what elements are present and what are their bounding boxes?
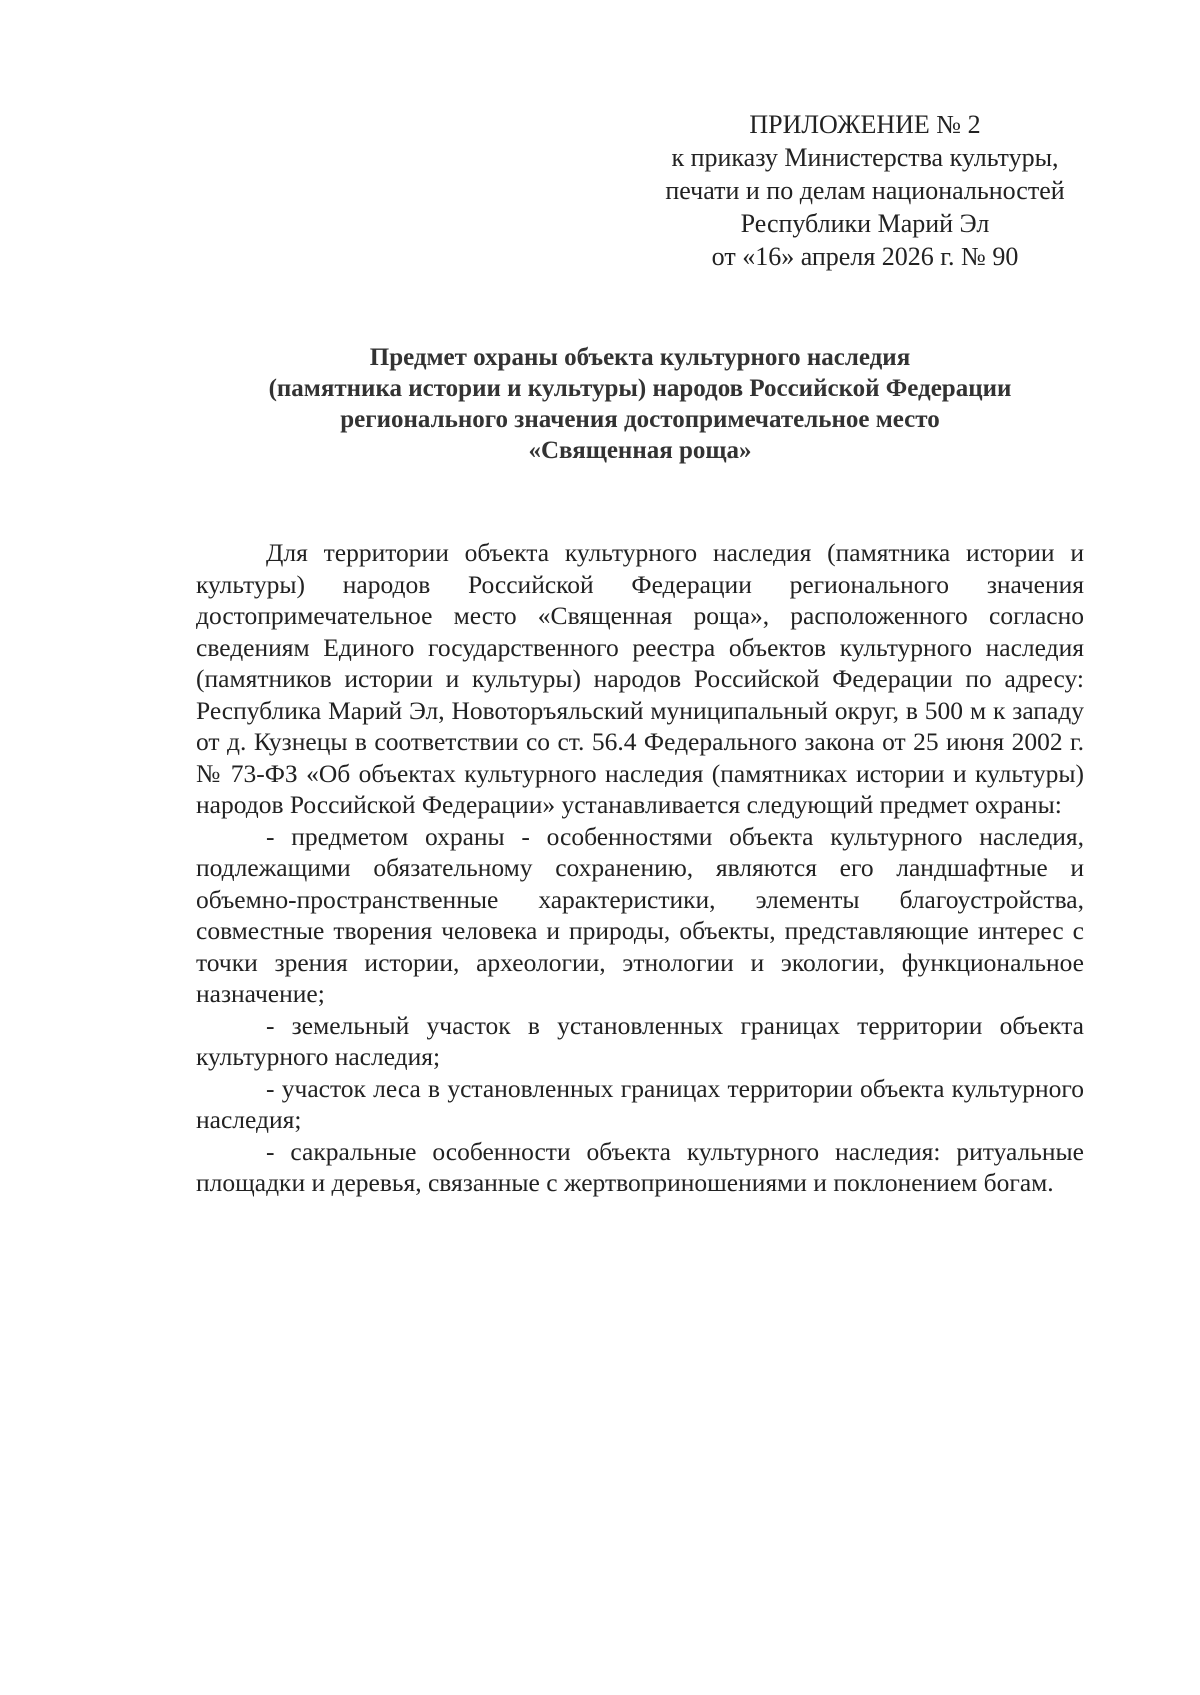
- title-line-1: Предмет охраны объекта культурного наследия: [369, 344, 911, 371]
- appendix-header: [640, 108, 1090, 273]
- document-body: [196, 537, 1084, 1199]
- appendix-ministry: печати и по делам национальностей: [665, 176, 1065, 205]
- body-list-item-2: - земельный участок в установленных границах территории объекта культурного наследия;: [196, 1010, 1084, 1071]
- body-list-item-3: - участок леса в установленных границах территории объекта культурного наследия;: [196, 1073, 1084, 1134]
- appendix-republic: Республики Марий Эл: [740, 209, 990, 238]
- appendix-date-number: от «16» апреля 2026 г. № 90: [711, 242, 1019, 271]
- appendix-order-ref: к приказу Министерства культуры,: [671, 143, 1059, 172]
- title-line-2: (памятника истории и культуры) народов Российской Федерации: [268, 375, 1012, 402]
- document-title: [150, 342, 1130, 466]
- body-paragraph-main: Для территории объекта культурного наследия (памятника истории и культуры) народов Российской Федерации регионального значения достопримечательное место «Священная роща», расположенного согласно сведениям Единого государственного реестра объектов культурного наследия (памятников истории и культуры) народов Российской Федерации по адресу: Республика Марий Эл, Новоторъяльский муниципальный округ, в 500 м к западу от д. Кузнецы в соответствии со ст. 56.4 Федерального закона от 25 июня 2002 г. № 73-ФЗ «Об объектах культурного наследия (памятниках истории и культуры) народов Российской Федерации» устанавливается следующий предмет охраны:: [196, 538, 1084, 819]
- title-line-3: регионального значения достопримечательное место: [340, 406, 940, 433]
- body-list-item-1: - предметом охраны - особенностями объекта культурного наследия, подлежащими обязательному сохранению, являются его ландшафтные и объемно-пространственные характеристики, элементы благоустройства, совместные творения человека и природы, объекты, представляющие интерес с точки зрения истории, археологии, этнологии и экологии, функциональное назначение;: [196, 821, 1084, 1008]
- body-list-item-4: - сакральные особенности объекта культурного наследия: ритуальные площадки и деревья, связанные с жертвоприношениями и поклонением богам.: [196, 1136, 1084, 1197]
- appendix-number: ПРИЛОЖЕНИЕ № 2: [749, 110, 981, 139]
- title-line-4: «Священная роща»: [528, 437, 752, 464]
